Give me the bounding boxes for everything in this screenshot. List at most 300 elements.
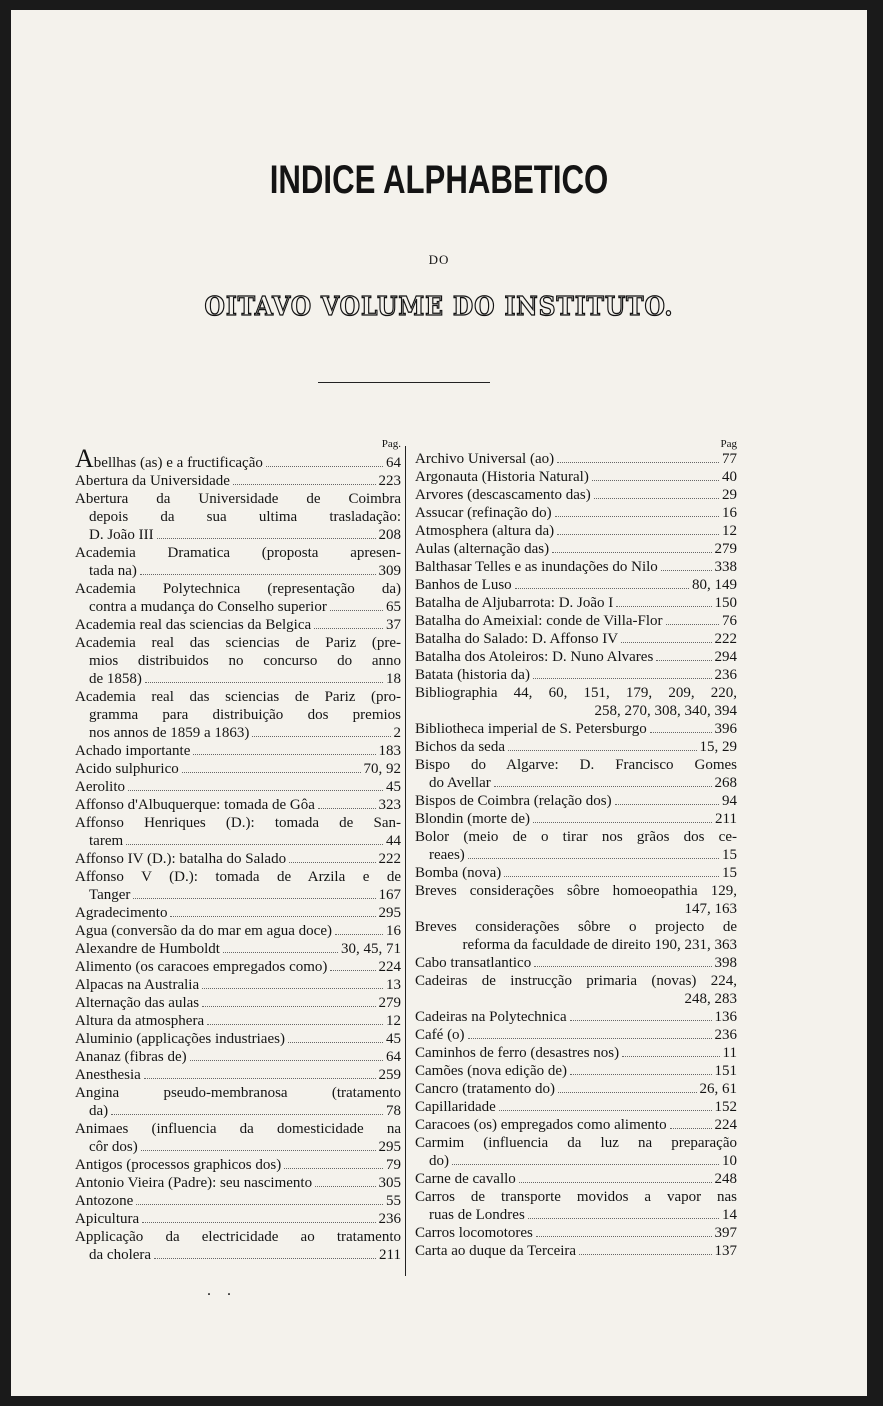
leader-dots <box>515 588 689 589</box>
entry-line <box>75 598 401 616</box>
entry-term-text: Bomba (nova) <box>415 865 502 881</box>
index-entry <box>415 1080 737 1098</box>
index-entry <box>75 1048 401 1066</box>
entry-term <box>415 1242 576 1260</box>
entry-line <box>75 850 401 868</box>
entry-term <box>415 648 653 666</box>
entry-line <box>415 1152 737 1170</box>
entry-line <box>75 706 401 724</box>
index-entry <box>75 778 401 796</box>
entry-term-text: Caracoes (os) empregados como alimento <box>415 1117 667 1133</box>
entry-page: 13 <box>386 977 401 993</box>
entry-page: 15 <box>722 847 737 863</box>
leader-dots <box>594 498 719 499</box>
leader-dots <box>330 610 383 611</box>
entry-term <box>415 1224 533 1242</box>
entry-line <box>75 670 401 688</box>
document-page <box>11 10 867 1396</box>
index-entry <box>75 868 401 904</box>
entry-line <box>75 1138 401 1156</box>
entry-line <box>415 738 737 756</box>
entry-page: 397 <box>714 1225 737 1241</box>
entry-term-text: da) <box>89 1103 109 1119</box>
entry-page: 268 <box>714 775 737 791</box>
entry-page: 55 <box>386 1193 401 1209</box>
entry-page: 29 <box>722 487 737 503</box>
entry-line <box>415 594 737 612</box>
entry-term <box>89 562 137 580</box>
entry-line <box>75 724 401 742</box>
index-entry <box>415 522 737 540</box>
entry-term <box>75 1030 285 1048</box>
entry-term <box>89 724 249 742</box>
index-column-right <box>415 438 737 1260</box>
dropcap: A <box>75 444 94 473</box>
entry-page: 183 <box>378 743 401 759</box>
index-entry <box>415 630 737 648</box>
leader-dots <box>111 1114 383 1115</box>
entry-page: 16 <box>386 923 401 939</box>
entry-line <box>415 486 737 504</box>
entry-term-text: tada na) <box>89 563 137 579</box>
entry-term <box>89 526 154 544</box>
entry-term-text: Agua (conversão da do mar em agua doce) <box>75 923 332 939</box>
leader-dots <box>536 1236 712 1237</box>
entry-term-text: Carta ao duque da Terceira <box>415 1243 577 1259</box>
entry-term <box>75 850 286 868</box>
entry-term-text: de 1858) <box>89 671 142 687</box>
entry-page: 151 <box>714 1063 737 1079</box>
entry-page: 236 <box>714 667 737 683</box>
entry-page: 398 <box>714 955 737 971</box>
entry-term-text: Aerolito <box>75 779 125 795</box>
entry-line <box>415 756 737 774</box>
leader-dots <box>136 1204 383 1205</box>
leader-dots <box>335 934 383 935</box>
entry-term <box>415 1170 516 1188</box>
entry-term <box>415 540 549 558</box>
entry-term <box>415 630 618 648</box>
leader-dots <box>133 898 375 899</box>
entry-line <box>75 994 401 1012</box>
entry-page: 79 <box>386 1157 401 1173</box>
leader-dots <box>622 1056 719 1057</box>
entry-term-text: Alimento (os caracoes empregados como) <box>75 959 328 975</box>
entry-term-text: Achado importante <box>75 743 191 759</box>
entry-line <box>415 900 737 918</box>
index-entry <box>75 490 401 544</box>
entry-term-text: Blondin (morte de) <box>415 811 530 827</box>
entry-line <box>415 468 737 486</box>
entry-term-text: tarem <box>89 833 124 849</box>
index-entry <box>75 544 401 580</box>
entry-line <box>75 544 401 562</box>
entry-term-text: Bispos de Coimbra (relação dos) <box>415 793 612 809</box>
entry-line <box>415 504 737 522</box>
entry-term-text: Batata (historia da) <box>415 667 530 683</box>
entry-term-text: Antozone <box>75 1193 134 1209</box>
leader-dots <box>157 538 376 539</box>
entry-page: 30, 45, 71 <box>341 941 401 957</box>
index-entry <box>75 958 401 976</box>
entry-page: 12 <box>386 1013 401 1029</box>
entry-line <box>75 904 401 922</box>
entry-line <box>75 580 401 598</box>
entry-line <box>415 810 737 828</box>
leader-dots <box>650 732 712 733</box>
entry-page: 224 <box>378 959 401 975</box>
entry-line <box>415 990 737 1008</box>
entry-term <box>415 666 530 684</box>
index-entry <box>75 1120 401 1156</box>
index-entry <box>415 576 737 594</box>
entry-term-text: Academia Dramatica (proposta apresen- <box>75 545 401 561</box>
leader-dots <box>656 660 711 661</box>
entry-page: 14 <box>722 1207 737 1223</box>
entry-line <box>415 972 737 990</box>
entry-term-text: Aulas (alternação das) <box>415 541 550 557</box>
leader-dots <box>126 844 383 845</box>
index-entry <box>415 756 737 792</box>
entry-line <box>75 616 401 634</box>
entry-term-text: Capillaridade <box>415 1099 496 1115</box>
entry-term-text: 147, 163 <box>684 901 737 917</box>
index-entry <box>415 864 737 882</box>
entry-line <box>415 918 737 936</box>
leader-dots <box>144 1078 376 1079</box>
entry-term-text: Caminhos de ferro (desastres nos) <box>415 1045 620 1061</box>
entry-page: 323 <box>378 797 401 813</box>
entry-page: 26, 61 <box>699 1081 737 1097</box>
index-entry <box>75 796 401 814</box>
leader-dots <box>558 1092 697 1093</box>
entry-term-text: Alternação das aulas <box>75 995 200 1011</box>
entry-term <box>75 940 220 958</box>
leader-dots <box>570 1074 711 1075</box>
entry-line <box>415 1116 737 1134</box>
entry-line <box>75 1048 401 1066</box>
entry-term-text: Breves considerações sôbre o projecto de <box>415 919 737 935</box>
index-entry <box>415 1098 737 1116</box>
entry-term <box>89 598 327 616</box>
leader-dots <box>661 570 712 571</box>
entry-term-text: Batalha dos Atoleiros: D. Nuno Alvares <box>415 649 654 665</box>
entry-line <box>415 684 737 702</box>
leader-dots <box>528 1218 719 1219</box>
leader-dots <box>190 1060 383 1061</box>
index-entry <box>415 486 737 504</box>
entry-term <box>75 1192 133 1210</box>
entry-page: 78 <box>386 1103 401 1119</box>
entry-line <box>75 1228 401 1246</box>
entry-term-text: do Avellar <box>429 775 491 791</box>
entry-term-text: Academia real das sciencias de Pariz (pro- <box>75 689 401 705</box>
entry-term-text: Alexandre de Humboldt <box>75 941 220 957</box>
entry-term <box>75 742 190 760</box>
leader-dots <box>223 952 338 953</box>
entry-term-text: Affonso d'Albuquerque: tomada de Gôa <box>75 797 315 813</box>
entry-term <box>415 738 505 756</box>
leader-dots <box>141 1150 376 1151</box>
index-entry <box>415 450 737 468</box>
entry-term-text: Altura da atmosphera <box>75 1013 205 1029</box>
entry-line <box>75 760 401 778</box>
entry-page: 76 <box>722 613 737 629</box>
entry-term-text: Abertura da Universidade de Coimbra <box>75 491 401 507</box>
entry-line <box>415 720 737 738</box>
entry-term <box>75 472 230 490</box>
entry-page: 44 <box>386 833 401 849</box>
leader-dots <box>499 1110 712 1111</box>
index-entry <box>415 1062 737 1080</box>
entry-page: 11 <box>722 1045 737 1061</box>
index-entry <box>75 1030 401 1048</box>
leader-dots <box>504 876 719 877</box>
leader-dots <box>621 642 711 643</box>
entry-page: 45 <box>386 1031 401 1047</box>
leader-dots <box>494 786 712 787</box>
entry-page: 152 <box>714 1099 737 1115</box>
entry-term <box>415 720 647 738</box>
entry-term <box>415 1116 667 1134</box>
entry-term <box>429 774 491 792</box>
leader-dots <box>552 552 711 553</box>
entry-term-text: Academia real das sciencias da Belgica <box>75 617 312 633</box>
entry-term-text: Affonso V (D.): tomada de Arzila e de <box>75 869 401 885</box>
leader-dots <box>468 858 719 859</box>
entry-term <box>415 1008 567 1026</box>
index-entry <box>75 1012 401 1030</box>
entry-page: 18 <box>386 671 401 687</box>
entry-line <box>415 792 737 810</box>
entry-page: 224 <box>714 1117 737 1133</box>
leader-dots <box>555 516 719 517</box>
entry-term-text: Abertura da Universidade <box>75 473 230 489</box>
entry-term-text: Academia Polytechnica (representação da) <box>75 581 401 597</box>
entry-line <box>75 1012 401 1030</box>
entry-line <box>415 1170 737 1188</box>
index-entry <box>75 616 401 634</box>
entry-term-text: do) <box>429 1153 449 1169</box>
title-connector: DO <box>428 252 450 267</box>
leader-dots <box>154 1258 376 1259</box>
entry-line <box>415 576 737 594</box>
index-entry <box>415 738 737 756</box>
entry-term-text: Carne de cavallo <box>415 1171 516 1187</box>
index-entry <box>415 792 737 810</box>
page-subtitle: OITAVO VOLUME DO INSTITUTO. <box>204 292 674 322</box>
entry-line <box>415 1044 737 1062</box>
index-entry <box>75 1228 401 1264</box>
entry-term-text: Bispo do Algarve: D. Francisco Gomes <box>415 757 737 773</box>
index-entry <box>415 504 737 522</box>
entry-line <box>75 472 401 490</box>
entry-term-text: Alpacas na Australia <box>75 977 200 993</box>
index-entry <box>415 648 737 666</box>
entry-page: 223 <box>378 473 401 489</box>
entry-term-text: 248, 283 <box>684 991 737 1007</box>
entry-term-text: Bolor (meio de o tirar nos grãos dos ce- <box>415 829 737 845</box>
entry-line <box>75 1120 401 1138</box>
entry-page: 396 <box>714 721 737 737</box>
entry-line <box>415 1008 737 1026</box>
index-entry <box>415 810 737 828</box>
entry-term <box>75 1174 312 1192</box>
entry-term-text: Carros de transporte movidos a vapor nas <box>415 1189 737 1205</box>
entry-term-text: Antonio Vieira (Padre): seu nascimento <box>75 1175 313 1191</box>
entry-line <box>75 868 401 886</box>
entry-term <box>75 1210 139 1228</box>
leader-dots <box>233 484 376 485</box>
leader-dots <box>670 1128 712 1129</box>
entry-term <box>89 1102 108 1120</box>
entry-line <box>75 1156 401 1174</box>
page-column-header: Pag. <box>381 438 401 450</box>
entry-line <box>75 634 401 652</box>
index-entry <box>415 1224 737 1242</box>
entry-page: 136 <box>714 1009 737 1025</box>
entry-term <box>75 922 332 940</box>
leader-dots <box>533 678 712 679</box>
entry-page: 259 <box>378 1067 401 1083</box>
entry-line <box>75 796 401 814</box>
entry-term-text: ruas de Londres <box>429 1207 525 1223</box>
index-entry <box>415 1134 737 1170</box>
entry-term <box>415 810 530 828</box>
index-entry <box>75 688 401 742</box>
index-entry <box>415 828 737 864</box>
entry-line <box>75 526 401 544</box>
index-column-left <box>75 438 401 1264</box>
entry-page: 208 <box>378 527 401 543</box>
entry-page: 77 <box>722 451 737 467</box>
entry-page: 211 <box>379 1247 401 1263</box>
column-divider <box>405 446 406 1276</box>
leader-dots <box>128 790 383 791</box>
entry-term <box>415 594 613 612</box>
index-entry <box>75 850 401 868</box>
index-entry <box>415 1026 737 1044</box>
entry-term-text: Affonso IV (D.): batalha do Salado <box>75 851 287 867</box>
entry-term-text: Aluminio (applicações industriaes) <box>75 1031 285 1047</box>
entry-line <box>75 1174 401 1192</box>
entry-line <box>75 688 401 706</box>
leader-dots <box>318 808 376 809</box>
entry-term-text: reaes) <box>429 847 465 863</box>
index-entry <box>415 540 737 558</box>
entry-page: 45 <box>386 779 401 795</box>
entry-term-text: D. João III <box>89 527 154 543</box>
index-entry <box>415 918 737 954</box>
entry-page: 295 <box>378 1139 401 1155</box>
entry-line <box>415 1224 737 1242</box>
entry-page: 15, 29 <box>699 739 737 755</box>
entry-page: 222 <box>714 631 737 647</box>
index-entry <box>415 1008 737 1026</box>
entry-line <box>415 1026 737 1044</box>
index-entry <box>415 720 737 738</box>
leader-dots <box>266 466 383 467</box>
entry-line <box>415 558 737 576</box>
entry-line <box>415 774 737 792</box>
entry-term <box>75 1066 141 1084</box>
entry-term <box>89 1138 138 1156</box>
entry-line <box>415 612 737 630</box>
entry-term-text: Carros locomotores <box>415 1225 533 1241</box>
leader-dots <box>284 1168 383 1169</box>
leader-dots <box>533 822 712 823</box>
index-entry <box>75 940 401 958</box>
entry-term-text: Batalha de Aljubarrota: D. João I <box>415 595 614 611</box>
entry-term-text: Breves considerações sôbre homoeopathia 129, <box>415 883 737 899</box>
entry-page: 248 <box>714 1171 737 1187</box>
entry-line <box>75 1102 401 1120</box>
entry-term-text: nos annos de 1859 a 1863) <box>89 725 250 741</box>
entry-page: 279 <box>714 541 737 557</box>
entry-line <box>415 522 737 540</box>
entry-term-text: Ananaz (fibras de) <box>75 1049 187 1065</box>
entry-line <box>415 954 737 972</box>
entry-term-text: 258, 270, 308, 340, 394 <box>594 703 737 719</box>
entry-term-text: Animaes (influencia da domesticidade na <box>75 1121 401 1137</box>
entry-line <box>75 976 401 994</box>
entry-term-text: gramma para distribuição dos premios <box>89 707 401 723</box>
leader-dots <box>314 628 383 629</box>
entry-line <box>415 1134 737 1152</box>
index-list-right <box>415 450 737 1260</box>
entry-term-text: Angina pseudo-membranosa (tratamento <box>75 1085 401 1101</box>
entry-term <box>415 954 531 972</box>
entry-term-text: Bibliotheca imperial de S. Petersburgo <box>415 721 647 737</box>
index-entry <box>75 634 401 688</box>
entry-term-text: Atmosphera (altura da) <box>415 523 555 539</box>
entry-term <box>415 450 554 468</box>
entry-line <box>415 648 737 666</box>
entry-term-text: Camões (nova edição de) <box>415 1063 568 1079</box>
leader-dots <box>140 574 376 575</box>
entry-line <box>415 1080 737 1098</box>
entry-line <box>75 922 401 940</box>
title-rule <box>318 382 490 383</box>
entry-line <box>75 742 401 760</box>
page-column-header: Pag <box>720 438 737 450</box>
leader-dots <box>557 534 719 535</box>
entry-line <box>415 846 737 864</box>
index-entry <box>75 994 401 1012</box>
entry-term <box>415 612 663 630</box>
leader-dots <box>330 970 375 971</box>
index-entry <box>415 1170 737 1188</box>
entry-line <box>75 562 401 580</box>
entry-line <box>75 778 401 796</box>
entry-line <box>75 1246 401 1264</box>
entry-page: 94 <box>722 793 737 809</box>
entry-page: 2 <box>393 725 401 741</box>
entry-term-text: Batalha do Salado: D. Affonso IV <box>415 631 619 647</box>
leader-dots <box>288 1042 383 1043</box>
index-entry <box>415 558 737 576</box>
entry-line <box>75 814 401 832</box>
entry-term <box>415 522 554 540</box>
index-entry <box>415 684 737 720</box>
leader-dots <box>666 624 719 625</box>
entry-line <box>75 1084 401 1102</box>
entry-page: 15 <box>722 865 737 881</box>
entry-term-text: depois da sua ultima trasladação: <box>89 509 401 525</box>
entry-line <box>415 1242 737 1260</box>
entry-page: 64 <box>386 1049 401 1065</box>
leader-dots <box>534 966 711 967</box>
